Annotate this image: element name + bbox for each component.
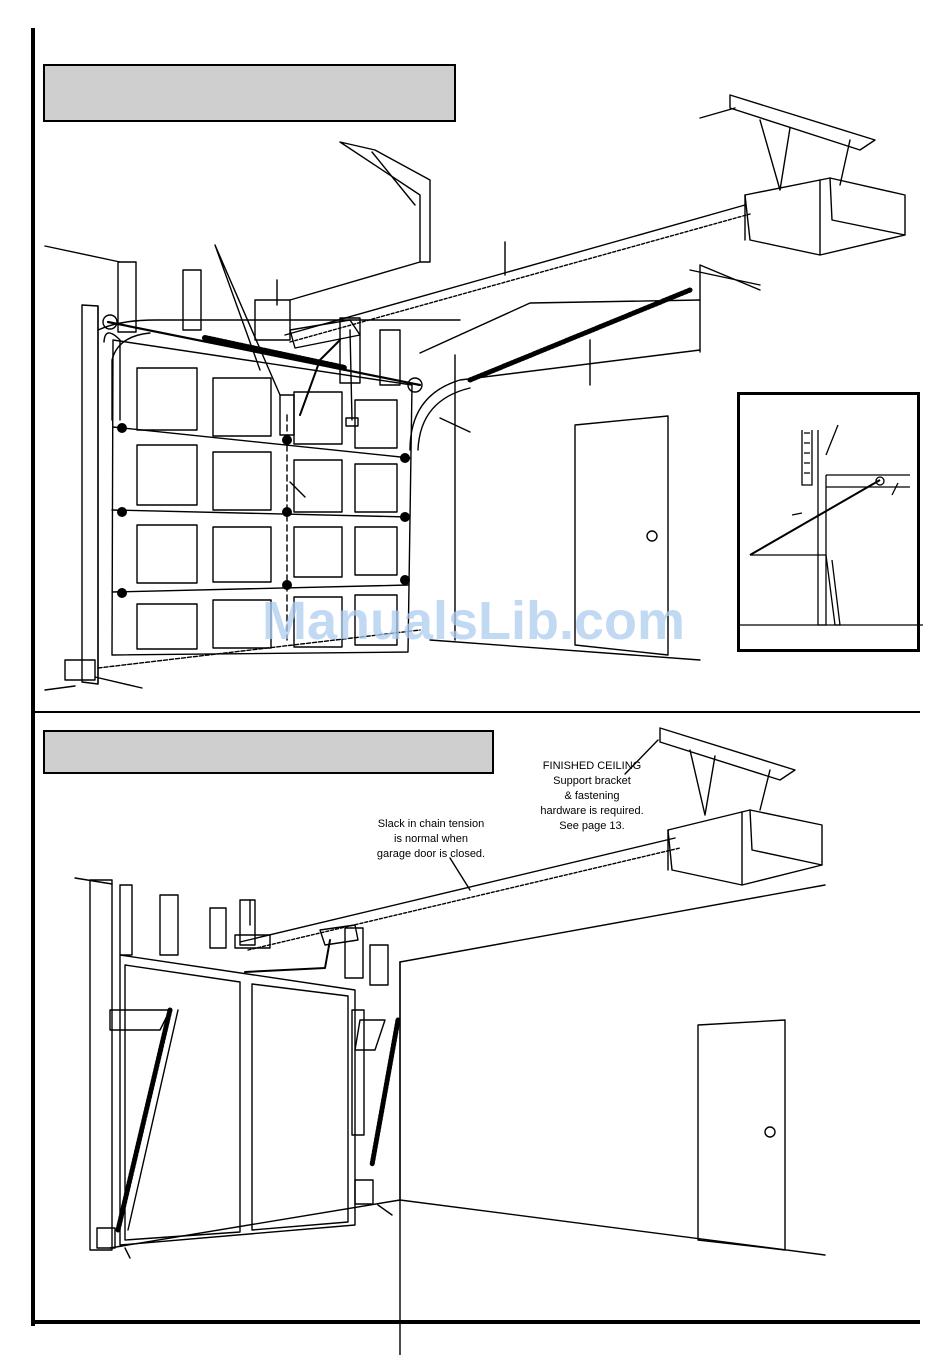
ceiling-note-line-1: FINISHED CEILING [542, 760, 642, 772]
interior-door [698, 1020, 785, 1250]
interior-doorknob [765, 1127, 775, 1137]
slack-note-line-3: garage door is closed. [376, 848, 486, 860]
right-pivot-bracket [355, 1020, 385, 1050]
watermark: ManualsLib.com [262, 591, 686, 651]
finished-ceiling-note [528, 759, 656, 834]
floor-left [110, 1200, 400, 1248]
floor-right [400, 962, 825, 1255]
slack-callout-leader [450, 858, 470, 890]
bottom-bracket-right [355, 1180, 373, 1204]
right-door-spring [372, 1020, 398, 1165]
ceiling-note-line-4: hardware is required. [540, 805, 644, 817]
door-arm [245, 940, 330, 972]
ceiling-note-line-5: See page 13. [559, 820, 625, 832]
left-pivot-bracket [110, 1010, 170, 1030]
one-piece-door [120, 955, 355, 1245]
ceiling-wall-line-right [400, 885, 825, 962]
ceiling-note-line-3: & fastening [564, 790, 620, 802]
chain-slack-note [360, 817, 502, 862]
left-door-spring [118, 1010, 170, 1230]
ceiling-note-line-2: Support bracket [553, 775, 631, 787]
ceiling-edge-left [75, 878, 112, 884]
drive-chain [248, 848, 680, 950]
slack-note-line-2: is normal when [394, 833, 468, 845]
slack-note-line-1: Slack in chain tension [377, 818, 485, 830]
opener-motor-unit [660, 728, 822, 885]
